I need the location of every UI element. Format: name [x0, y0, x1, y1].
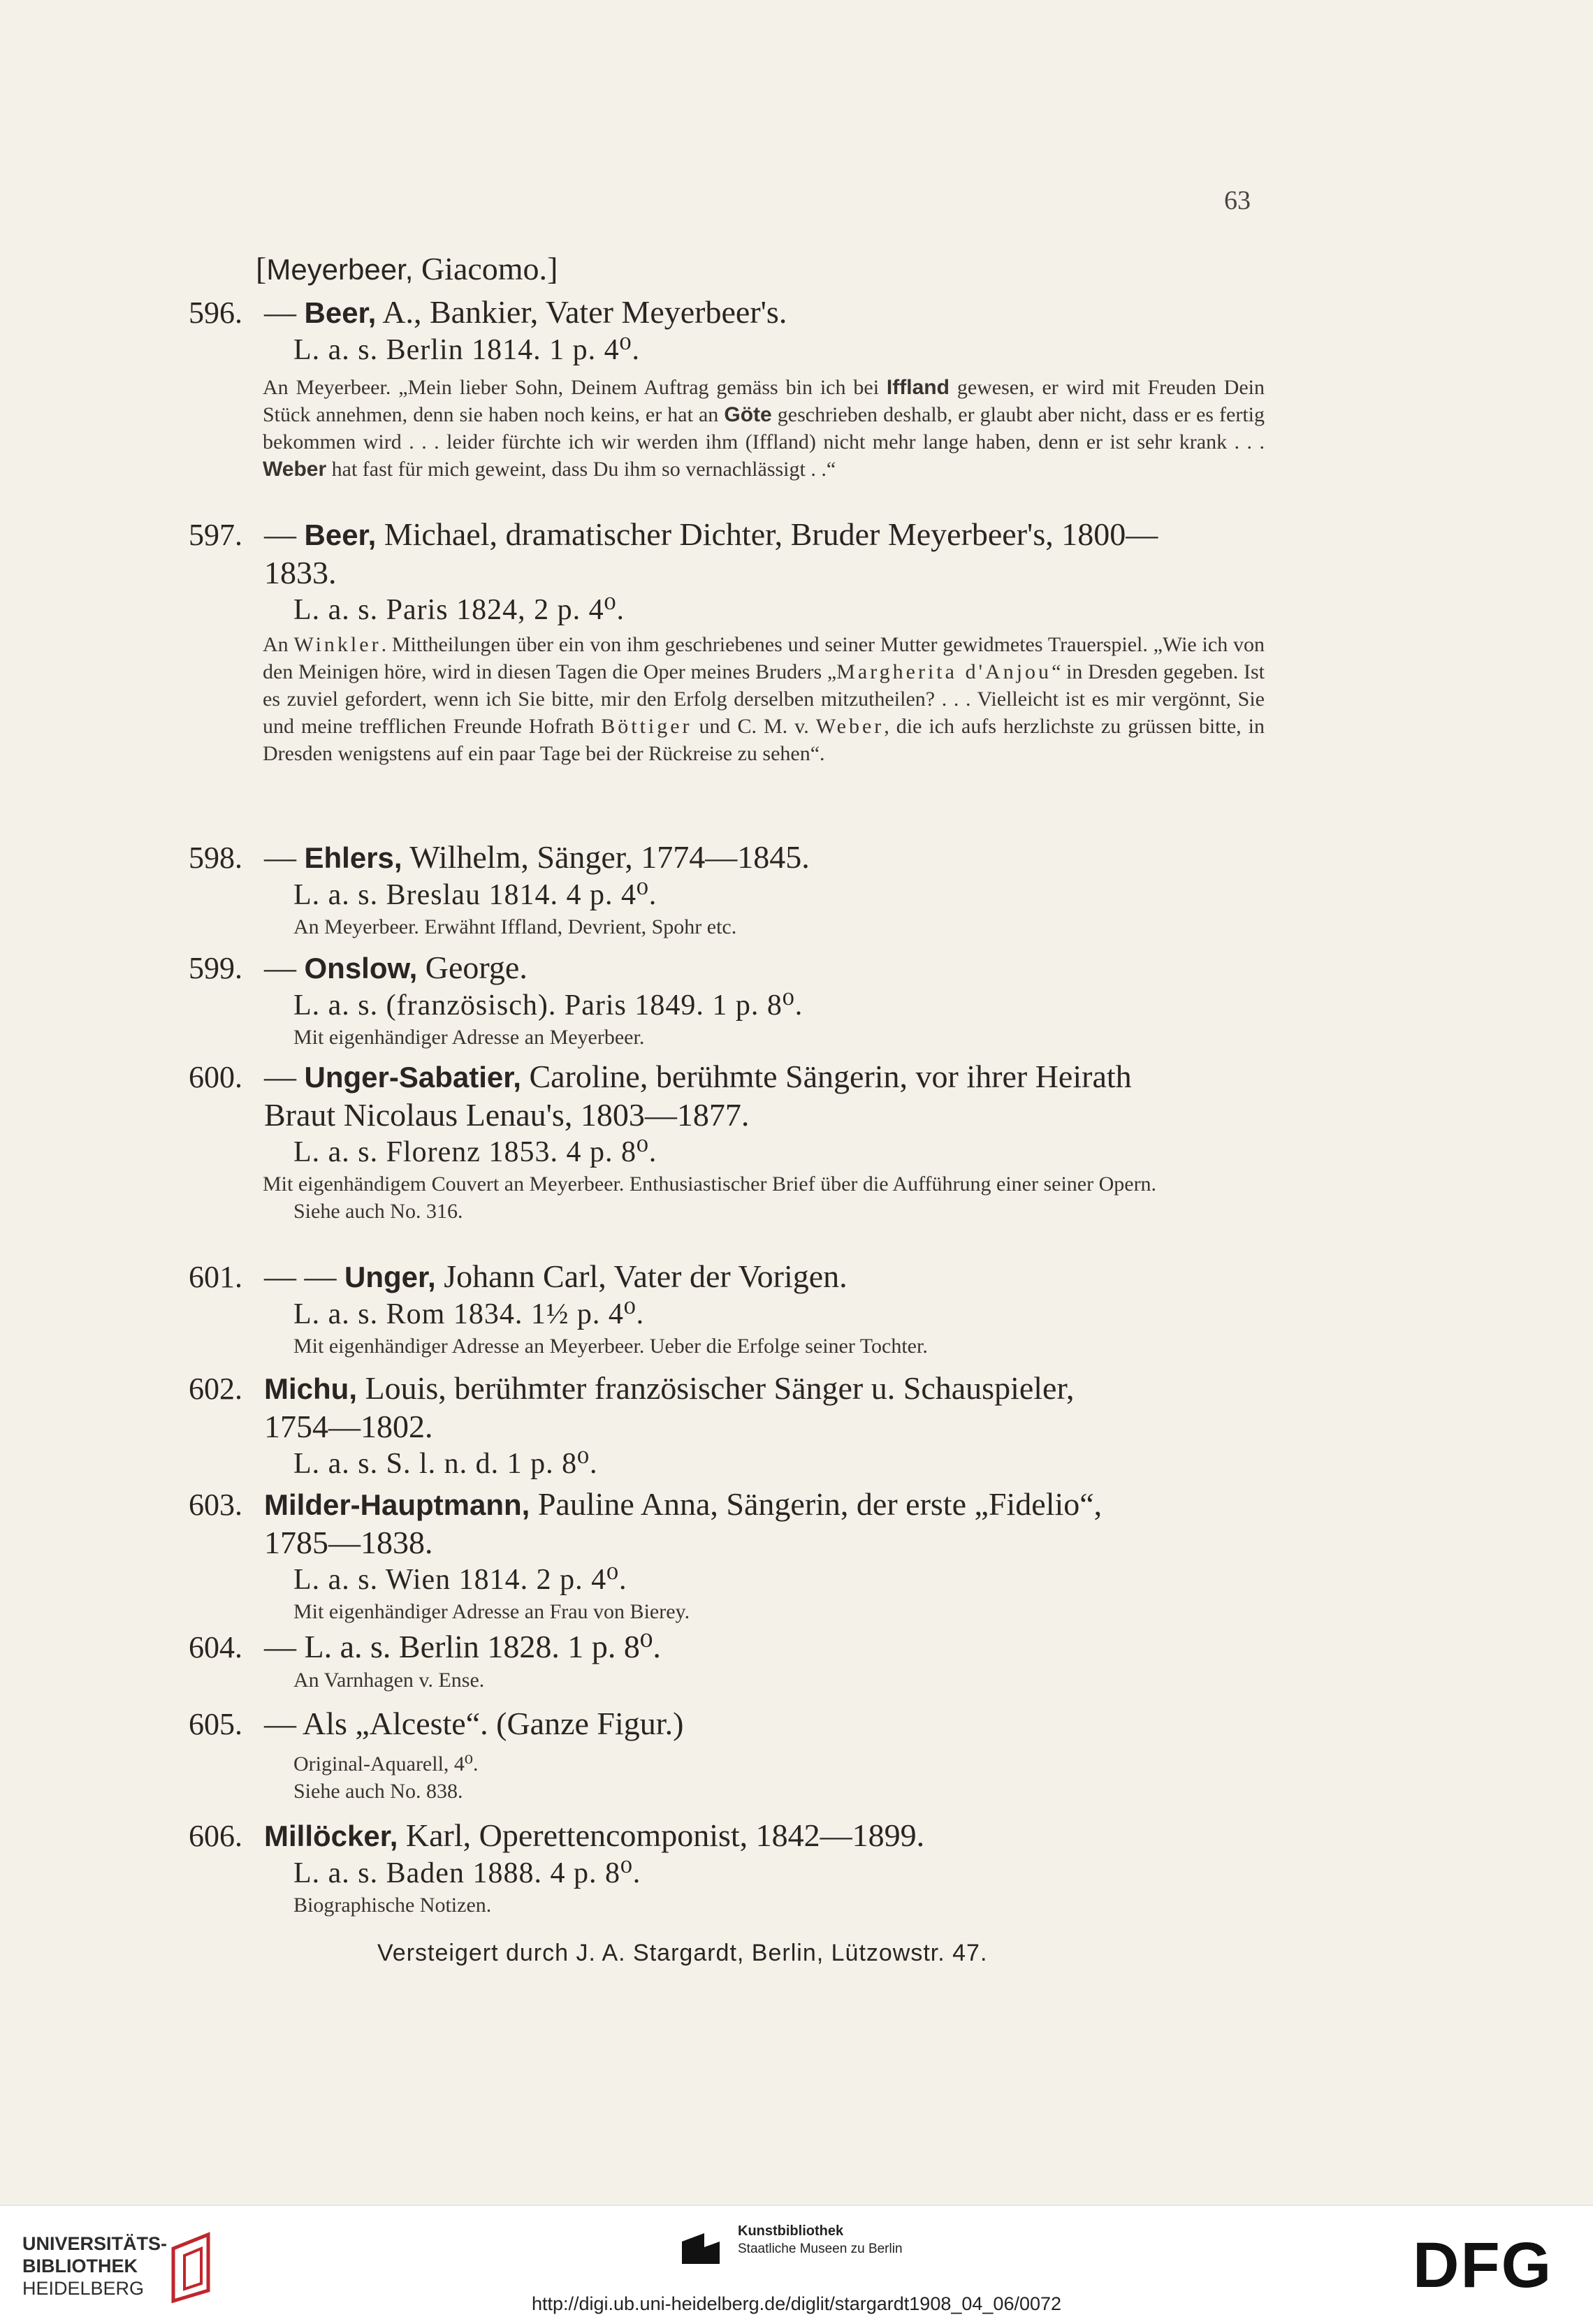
entry-603 — [189, 1486, 1265, 1625]
entry-name: Unger, — [344, 1261, 436, 1293]
kunstbibliothek-logo[interactable] — [738, 2222, 903, 2258]
entry-see-also: Siehe auch No. 838. — [293, 1780, 463, 1803]
entry-dash: — — [264, 294, 296, 330]
logo-line: UNIVERSITÄTS- — [22, 2233, 168, 2254]
entry-number: 606. — [189, 1819, 242, 1853]
entry-note: An Varnhagen v. Ense. — [293, 1669, 485, 1692]
entry-name: Millöcker, — [264, 1820, 398, 1852]
entry-name: Unger-Sabatier, — [304, 1061, 521, 1094]
entry-title: Louis, berühmter französischer Sänger u. Schauspieler, — [365, 1370, 1075, 1406]
heading-name: Meyerbeer, — [266, 253, 414, 286]
ub-heidelberg-logo[interactable] — [22, 2232, 167, 2300]
heading-rest: Giacomo. — [421, 251, 548, 286]
entry-name: Milder-Hauptmann, — [264, 1488, 530, 1521]
dfg-logo[interactable]: DFG — [1413, 2230, 1553, 2301]
entry-title-cont: Braut Nicolaus Lenau's, 1803—1877. — [264, 1097, 750, 1133]
entry-number: 596. — [189, 296, 242, 330]
entry-number: 605. — [189, 1707, 242, 1741]
logo-line: HEIDELBERG — [22, 2278, 145, 2299]
section-heading: [Meyerbeer, Giacomo.] — [256, 251, 558, 286]
entry-meta: L. a. s. Baden 1888. 4 p. 8⁰. — [293, 1857, 641, 1889]
entry-596 — [189, 293, 1265, 483]
entry-title-cont: 1754—1802. — [264, 1409, 433, 1444]
entry-number: 601. — [189, 1260, 242, 1294]
entry-note: An Winkler. Mittheilungen über ein von ihm geschriebenes und seiner Mutter gewidmetes Trauerspiel. „Wie ich von den Meinigen höre, wird in diesen Tagen die Oper meines Bruders „Margherita d'Anjou“ in Dresden gegeben. Ist es zuviel gefordert, wenn ich Sie bitte, mir den Erfolg derselben mitzutheilen? . . . Vielleicht ist es mir vergönnt, Sie und meine trefflichen Freunde Hofrath Böttiger und C. M. v. Weber, die ich aufs herzlichste zu grüssen bitte, in Dresden wenigstens auf ein paar Tage bei der Rückreise zu sehen“. — [263, 633, 1265, 765]
entry-name: Beer, — [304, 296, 377, 329]
entry-title: Pauline Anna, Sängerin, der erste „Fidelio“, — [537, 1486, 1103, 1522]
entry-number: 604. — [189, 1630, 242, 1664]
entry-title-cont: 1833. — [264, 555, 337, 590]
entry-meta: L. a. s. Rom 1834. 1½ p. 4⁰. — [293, 1298, 645, 1330]
entry-name: Michu, — [264, 1372, 357, 1405]
entry-title: George. — [425, 950, 528, 985]
entry-note: Biographische Notizen. — [293, 1894, 492, 1917]
entry-meta: L. a. s. Paris 1824, 2 p. 4⁰. — [293, 594, 625, 626]
page-number: 63 — [1224, 186, 1251, 215]
entry-name: Beer, — [304, 518, 377, 551]
entry-605: 605. — Als „Alceste“. (Ganze Figur.) Original-Aquarell, 4⁰. Siehe auch No. 838. — [189, 1705, 1265, 1805]
entry-note: Mit eigenhändiger Adresse an Frau von Bierey. — [293, 1600, 690, 1623]
entry-title: Als „Alceste“. (Ganze Figur.) — [302, 1706, 684, 1741]
entry-meta: L. a. s. Florenz 1853. 4 p. 8⁰. — [293, 1136, 657, 1168]
entry-title: A., Bankier, Vater Meyerbeer's. — [382, 294, 787, 330]
entry-name: Onslow, — [304, 952, 418, 985]
entry-601: 601. — — Unger, Johann Carl, Vater der Vorigen. L. a. s. Rom 1834. 1½ p. 4⁰. Mit eigenhändiger Adresse an Meyerbeer. Ueber die Erfolge seiner Tochter. — [189, 1258, 1265, 1360]
logo-subtitle: Staatliche Museen zu Berlin — [738, 2242, 903, 2256]
entry-name: Ehlers, — [304, 841, 402, 874]
entry-title: Johann Carl, Vater der Vorigen. — [444, 1258, 848, 1294]
entry-title: Karl, Operettencomponist, 1842—1899. — [405, 1817, 925, 1853]
entry-number: 599. — [189, 951, 242, 985]
entry-meta: L. a. s. (französisch). Paris 1849. 1 p. 8⁰. — [293, 989, 803, 1022]
entry-note: An Meyerbeer. Erwähnt Iffland, Devrient, Spohr etc. — [293, 915, 737, 938]
entry-title: Michael, dramatischer Dichter, Bruder Meyerbeer's, 1800— — [384, 516, 1158, 552]
entry-title: L. a. s. Berlin 1828. 1 p. 8⁰. — [304, 1629, 661, 1664]
entry-number: 598. — [189, 841, 242, 875]
entry-meta: L. a. s. Berlin 1814. 1 p. 4⁰. — [293, 334, 640, 366]
entry-note: Mit eigenhändigem Couvert an Meyerbeer. Enthusiastischer Brief über die Aufführung einer seiner Opern. — [263, 1172, 1157, 1196]
entry-note: Mit eigenhändiger Adresse an Meyerbeer. Ueber die Erfolge seiner Tochter. — [293, 1335, 928, 1358]
entry-599: 599. — Onslow, George. L. a. s. (französisch). Paris 1849. 1 p. 8⁰. Mit eigenhändiger Adresse an Meyerbeer. — [189, 949, 1265, 1051]
entry-number: 600. — [189, 1060, 242, 1094]
entry-604: 604. — L. a. s. Berlin 1828. 1 p. 8⁰. An Varnhagen v. Ense. — [189, 1628, 1265, 1694]
entry-meta: L. a. s. Breslau 1814. 4 p. 4⁰. — [293, 879, 657, 911]
entry-number: 603. — [189, 1488, 242, 1522]
logo-title: Kunstbibliothek — [738, 2223, 844, 2239]
entry-see-also: Siehe auch No. 316. — [293, 1200, 463, 1223]
entry-note: Original-Aquarell, 4⁰. — [293, 1752, 479, 1775]
entry-598: 598. — Ehlers, Wilhelm, Sänger, 1774—1845. L. a. s. Breslau 1814. 4 p. 4⁰. An Meyerbeer. Erwähnt Iffland, Devrient, Spohr etc. — [189, 838, 1265, 941]
entry-title: Wilhelm, Sänger, 1774—1845. — [409, 839, 810, 875]
entry-title-cont: 1785—1838. — [264, 1525, 433, 1560]
permalink-url[interactable]: http://digi.ub.uni-heidelberg.de/diglit/stargardt1908_04_06/0072 — [531, 2293, 1062, 2314]
entry-597: 597. — Beer, Michael, dramatischer Dichter, Bruder Meyerbeer's, 1800— 1833. L. a. s. Paris 1824, 2 p. 4⁰. An Winkler. Mittheilungen über ein von ihm geschriebenes und seiner Mutter gewidmetes Trauerspiel. „Wie ich von den Meinigen höre, wird in diesen Tagen die Oper meines Bruders „Margherita d'Anjou“ in Dresden gegeben. Ist es zuviel gefordert, wenn ich Sie bitte, mir den Erfolg derselben mitzutheilen? . . . Vielleicht ist es mir vergönnt, Sie und meine trefflichen Freunde Hofrath Böttiger und C. M. v. Weber, die ich aufs herzlichste zu grüssen bitte, in Dresden wenigstens auf ein paar Tage bei der Rückreise zu sehen“. — [189, 516, 1265, 767]
entry-600: 600. — Unger-Sabatier, Caroline, berühmte Sängerin, vor ihrer Heirath Braut Nicolaus Lenau's, 1803—1877. L. a. s. Florenz 1853. 4 p. 8⁰. Mit eigenhändigem Couvert an Meyerbeer. Enthusiastischer Brief über die Aufführung einer seiner Opern. Siehe auch No. 316. — [189, 1058, 1265, 1225]
entry-title: Caroline, berühmte Sängerin, vor ihrer Heirath — [529, 1059, 1132, 1094]
entry-meta: L. a. s. S. l. n. d. 1 p. 8⁰. — [293, 1448, 598, 1480]
auction-footer: Versteigert durch J. A. Stargardt, Berlin, Lützowstr. 47. — [377, 1940, 988, 1966]
logo-line: BIBLIOTHEK — [22, 2256, 138, 2276]
entry-note: An Meyerbeer. „Mein lieber Sohn, Deinem Auftrag gemäss bin ich bei Iffland gewesen, er wird mit Freuden Dein Stück annehmen, denn sie haben noch keins, er hat an Göte geschrieben deshalb, er glaubt aber nicht, dass er es fertig bekommen wird . . . leider fürchte ich wir werden ihm (Iffland) nicht mehr lange haben, denn er ist sehr krank . . . Weber hat fast für mich geweint, dass Du ihm so vernachlässigt . .“ — [263, 376, 1265, 481]
entry-meta: L. a. s. Wien 1814. 2 p. 4⁰. — [293, 1564, 627, 1596]
entry-606 — [189, 1817, 1265, 1919]
entry-note: Mit eigenhändiger Adresse an Meyerbeer. — [293, 1026, 645, 1049]
entry-number: 597. — [189, 518, 242, 552]
entry-number: 602. — [189, 1372, 242, 1406]
entry-602 — [189, 1370, 1265, 1482]
kunstbibliothek-logo-icon — [676, 2228, 725, 2269]
